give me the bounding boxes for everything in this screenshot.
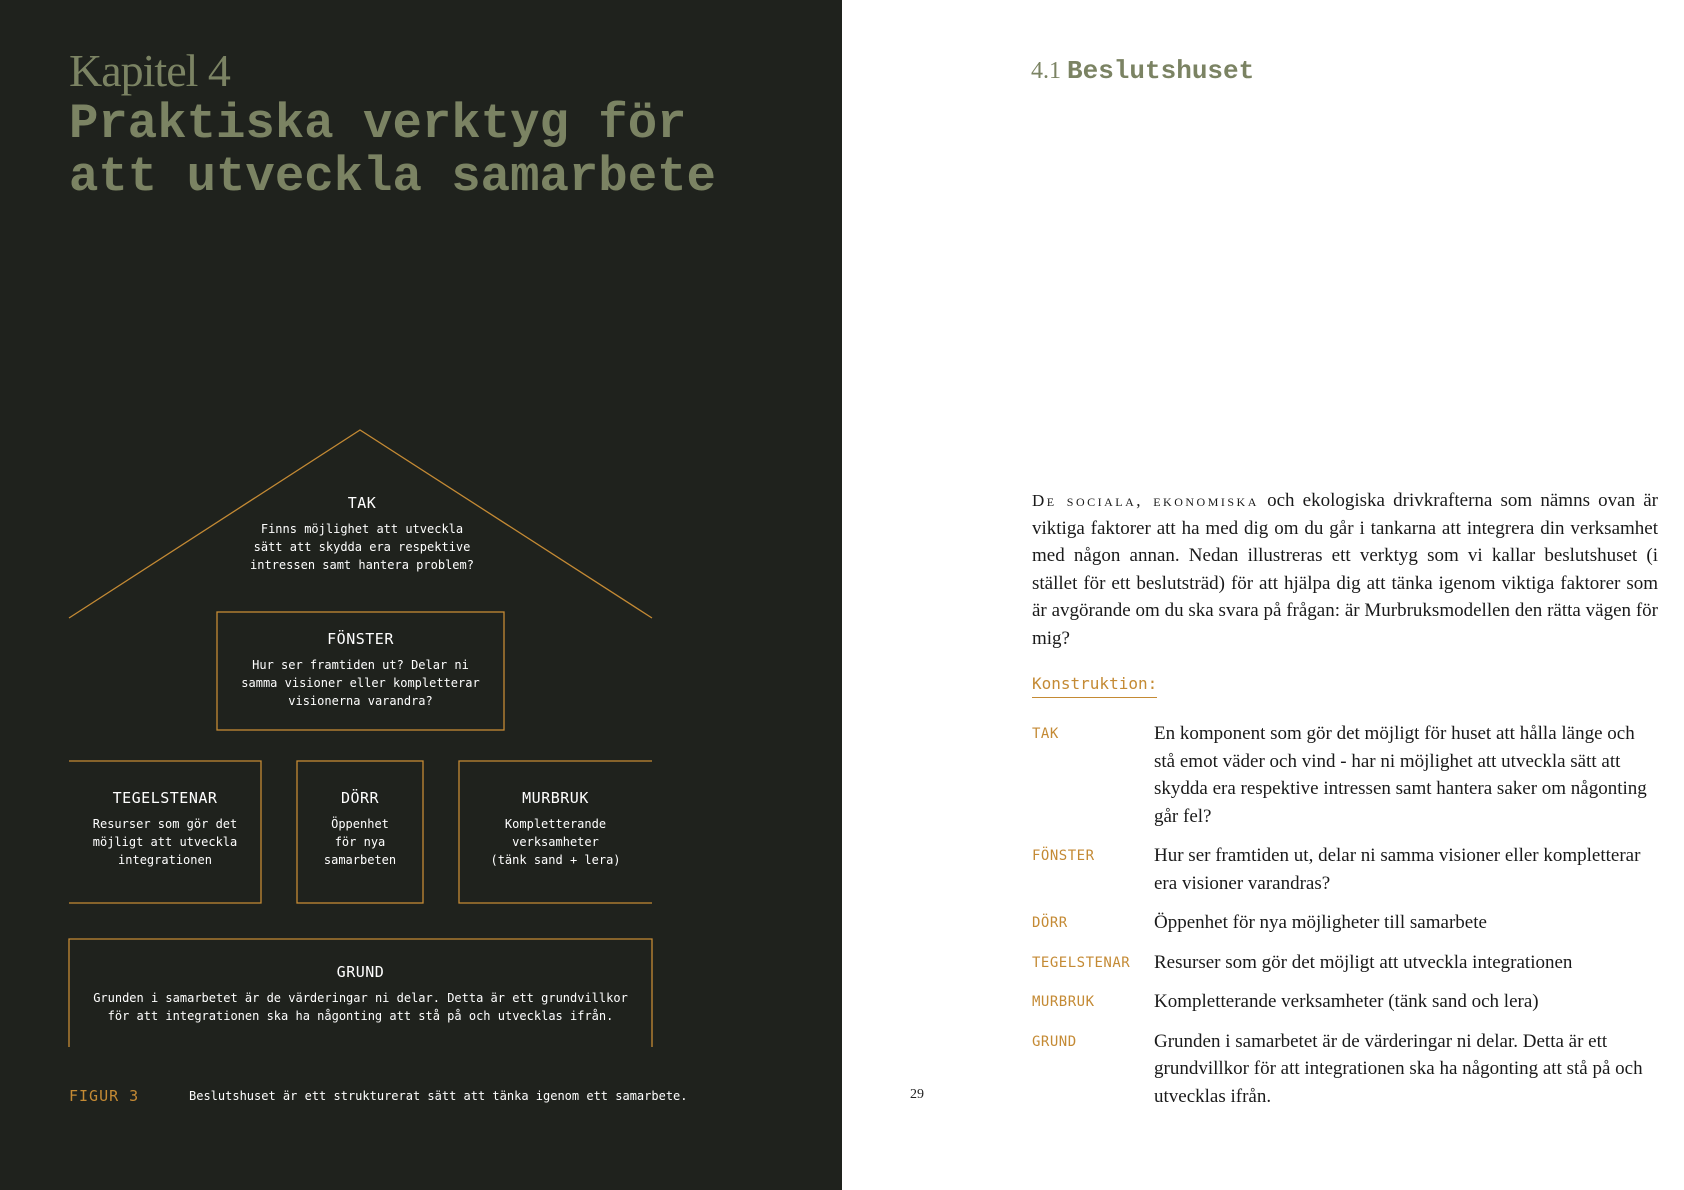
dorr-title: DÖRR <box>340 789 380 807</box>
section-heading <box>1031 56 1254 86</box>
definition-term: TAK <box>1032 726 1059 742</box>
tak-label <box>232 494 492 574</box>
fonster-text: Hur ser framtiden ut? Delar ni samma visioner eller kompletterar visionerna varandra? <box>241 658 480 708</box>
definition-term: TEGELSTENAR <box>1032 954 1131 971</box>
section-number: 4.1 <box>1031 58 1061 84</box>
grund-label <box>69 963 652 1025</box>
chapter-title-line1: Praktiska verktyg för <box>69 96 687 152</box>
definition-term: MURBRUK <box>1032 994 1095 1010</box>
dorr-label <box>297 789 423 869</box>
konstruktion-heading: Konstruktion: <box>1032 674 1157 698</box>
figure-caption: Beslutshuset är ett strukturerat sätt att tänka igenom ett samarbete. <box>189 1089 688 1103</box>
murbruk-text: Kompletterande verksamheter (tänk sand + lera) <box>490 817 621 867</box>
definition-text: En komponent som gör det möjligt för huset att hålla länge och stå emot väder och vind - har ni möjlighet att utveckla sätt att skydda era respektive intressen samt hantera saker om någonting går fel? <box>1154 723 1647 827</box>
intro-text: och ekologiska drivkrafterna som nämns ovan är viktiga faktorer att ha med dig om du går i tankarna att integrera din verksamhet med någon annan. Nedan illustreras ett verktyg som vi kallar beslutshuset (i stället för ett beslutsträd) för att hjälpa dig att tänka igenom viktiga faktorer som är avgörande om du ska svara på frågan: är Murbruksmodellen den rätta vägen för mig? <box>1032 490 1659 649</box>
intro-smallcaps: De sociala, ekonomiska <box>1032 491 1259 510</box>
definition-row-murbruk <box>1032 988 1658 1016</box>
definition-term: GRUND <box>1032 1033 1077 1050</box>
definition-row-dorr <box>1032 909 1658 937</box>
tak-text: Finns möjlighet att utveckla sätt att skydda era respektive intressen samt hantera problem? <box>250 522 474 572</box>
grund-text: Grunden i samarbetet är de värderingar ni delar. Detta är ett grundvillkor för att integrationen ska ha någonting att stå på och utvecklas ifrån. <box>93 991 628 1023</box>
murbruk-label <box>459 789 652 869</box>
definition-row-tak <box>1032 720 1658 830</box>
definition-text: Kompletterande verksamheter (tänk sand och lera) <box>1154 991 1539 1012</box>
definition-row-fonster <box>1032 842 1658 897</box>
definition-term: DÖRR <box>1032 915 1068 931</box>
tegelstenar-label <box>69 789 261 869</box>
definition-row-tegelstenar <box>1032 949 1658 977</box>
tegelstenar-text: Resurser som gör det möjligt att utveckla integrationen <box>92 817 238 867</box>
definition-text: Öppenhet för nya möjligheter till samarbete <box>1154 912 1487 933</box>
definition-row-grund <box>1032 1028 1658 1111</box>
tak-title: TAK <box>347 494 377 512</box>
fonster-label <box>217 630 504 710</box>
section-title: Beslutshuset <box>1067 56 1255 86</box>
definition-term: FÖNSTER <box>1032 848 1095 864</box>
intro-paragraph <box>1032 487 1658 652</box>
fonster-title: FÖNSTER <box>327 630 394 648</box>
figure-label: FIGUR 3 <box>69 1087 140 1105</box>
page-number: 29 <box>910 1087 924 1102</box>
tegelstenar-title: TEGELSTENAR <box>112 789 218 807</box>
definition-text: Resurser som gör det möjligt att utveckla integrationen <box>1154 951 1573 973</box>
right-page <box>842 0 1684 1190</box>
chapter-title-line2: att utveckla samarbete <box>69 149 716 205</box>
definition-text: Grunden i samarbetet är de värderingar ni delar. Detta är ett grundvillkor för att integrationen ska ha någonting att stå på och utvecklas ifrån. <box>1154 1030 1643 1107</box>
definition-text: Hur ser framtiden ut, delar ni samma visioner eller kompletterar era visioner varandras? <box>1154 845 1641 894</box>
chapter-label: Kapitel 4 <box>69 45 230 96</box>
definition-list <box>1032 720 1658 1122</box>
dorr-text: Öppenhet för nya samarbeten <box>323 817 397 867</box>
grund-title: GRUND <box>336 963 385 981</box>
murbruk-title: MURBRUK <box>522 789 589 807</box>
